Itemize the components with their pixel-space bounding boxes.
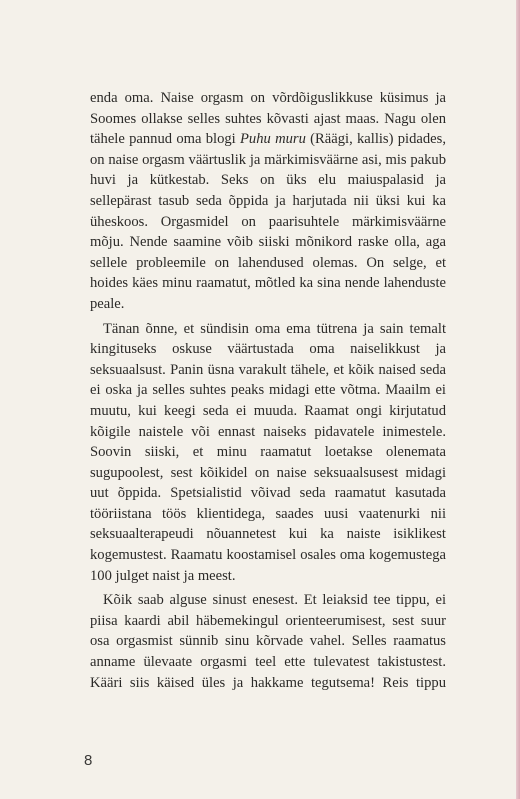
- paragraph-3: Kõik saab alguse sinust enesest. Et leiaksid tee tippu, ei piisa kaardi abil häbemekingul orienteerumisest, sest suur osa orgasmist sünnib sinu kõrvade vahel. Selles raamatus anname ülevaate orgasmi teel ette tulevatest takistustest. Kääri siis käised üles ja hakkame tegutsema! Reis tippu: [90, 592, 446, 691]
- page-edge: [516, 0, 520, 799]
- paragraph-1-end: (Räägi, kallis) pidades, on naise orgasm väärtuslik ja märkimisväärne asi, mis pakub huvi ja kütkestab. Seks on üks elu maiuspalasid ja sellepärast tasub seda õppida ja harjutada nii üksi kui ka üheskoos. Orgasmidel on paarisuhtele märkimisväärne mõju. Nende saamine võib siiski mõnikord raske olla, aga sellele probleemile on lahendused olemas. On selge, et hoides käes minu raamatut, mõtled ka sina nende lahenduste peale.: [90, 131, 446, 312]
- blog-title: Puhu muru: [240, 131, 306, 148]
- paragraph-2: Tänan õnne, et sündisin oma ema tütrena ja sain temalt kingituseks oskuse väärtustada oma naiselikkust ja seksuaalsust. Panin üsna varakult tähele, et kõik naised seda ei oska ja selles suhtes peaks midagi ette võtma. Maailm ei muutu, kui keegi seda ei muuda. Raamat ongi kirjutatud kõigile naistele või ennast naiseks pidavatele inimestele. Soovin siiski, et minu raamatut loetakse olenemata sugupoolest, sest kõikidel on naise seksuaalsusest midagi uut õppida. Spetsialistid võivad seda raamatut kasutada tööriistana töös klientidega, saades uusi vaatenurki nii seksuaalterapeudi nõuannetest kui ka naiste isiklikest kogemustest. Raamatu koostamisel osales oma kogemustega 100 julget naist ja meest.: [90, 320, 446, 584]
- paragraph-1: [90, 88, 446, 315]
- page-number: 8: [84, 752, 93, 769]
- paragraph-1-start: enda oma. Naise orgasm on võrdõiguslikkuse küsimus ja Soomes ollakse selles suhtes kõvasti ajast maas. Nagu olen tähele pannud oma blogi: [90, 90, 446, 148]
- body-text: [90, 88, 446, 693]
